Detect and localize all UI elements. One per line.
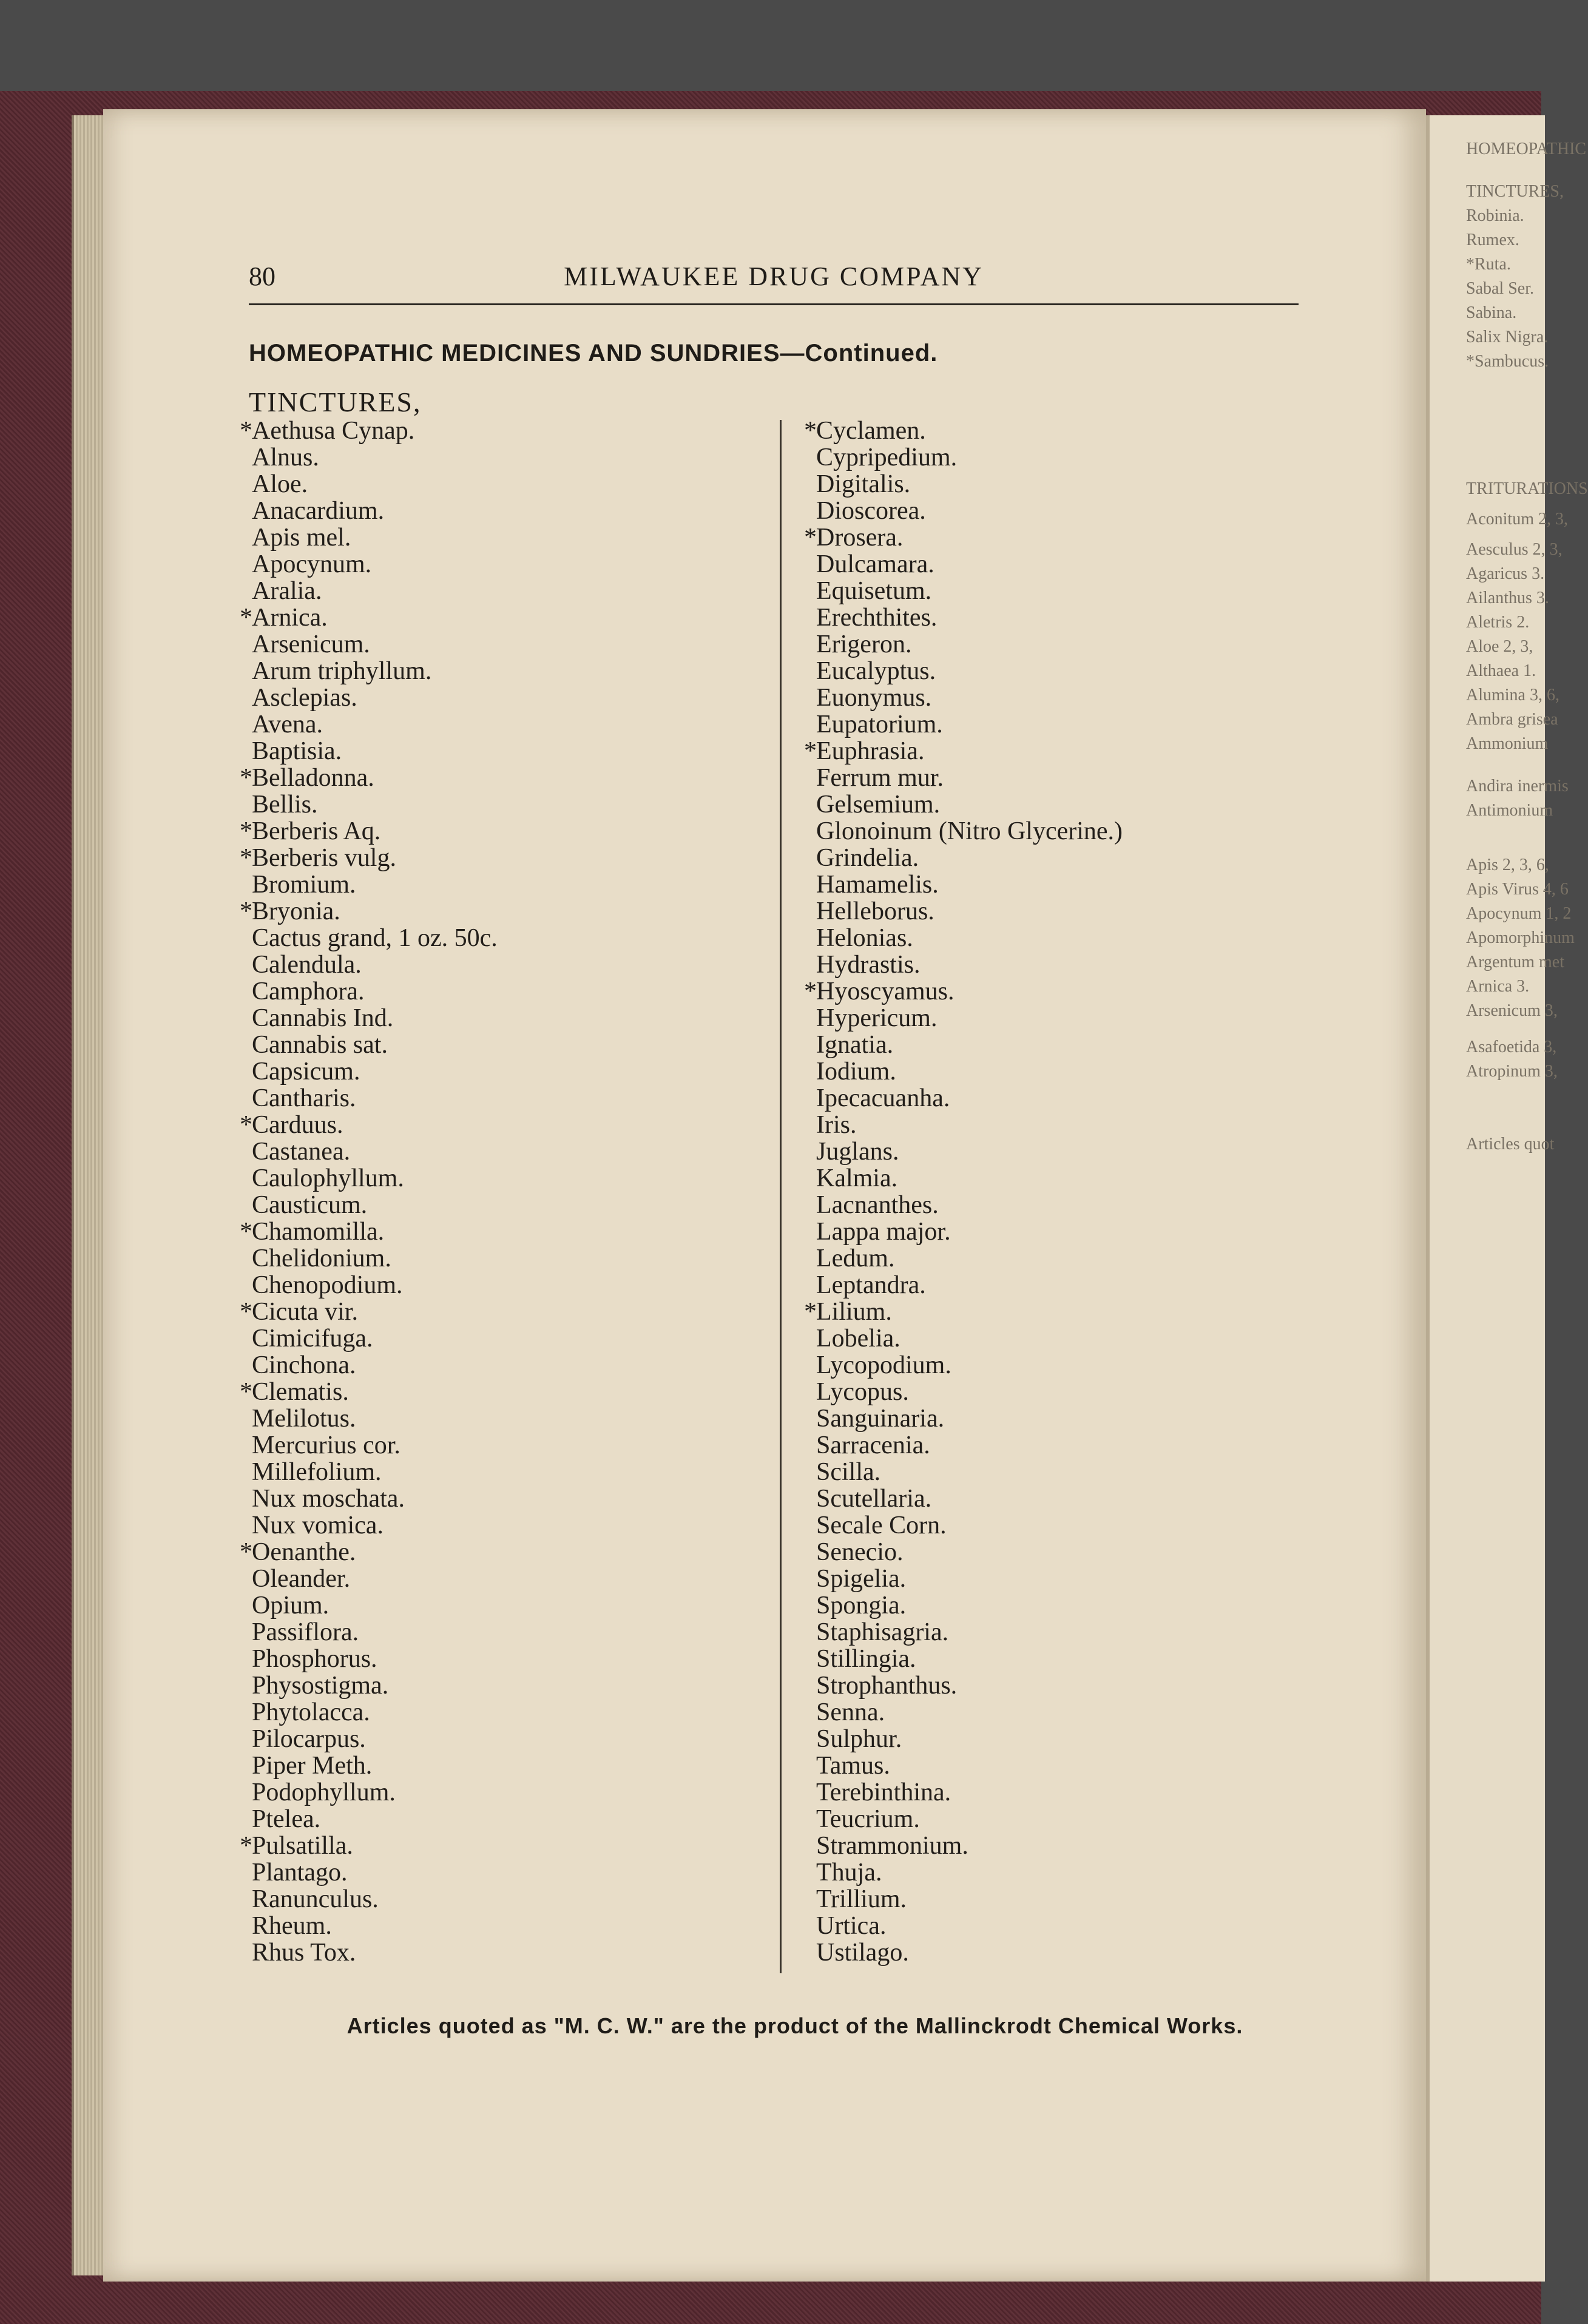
item-name: Chelidonium. — [252, 1245, 391, 1272]
footer-note: Articles quoted as "M. C. W." are the product of the Mallinckrodt Chemical Works. — [346, 2013, 1243, 2038]
list-item — [816, 631, 1314, 658]
item-name: Ipecacuanha. — [816, 1084, 950, 1112]
list-item — [240, 817, 749, 845]
asterisk-marker: * — [804, 737, 817, 765]
facing-page-text: Atropinum 3, — [1466, 1062, 1558, 1081]
list-item — [240, 844, 749, 872]
list-item — [240, 1218, 749, 1246]
list-item — [816, 1245, 1314, 1272]
list-item — [252, 1512, 749, 1539]
asterisk-marker: * — [240, 897, 252, 925]
facing-page-text: Arnica 3. — [1466, 977, 1530, 996]
list-item — [816, 1192, 1314, 1218]
item-name: Helonias. — [816, 924, 913, 952]
item-name: Gelsemium. — [816, 791, 941, 819]
list-item — [816, 1726, 1314, 1752]
right-column-list — [804, 417, 1314, 1967]
list-item — [816, 551, 1314, 578]
item-name: Bryonia. — [252, 897, 340, 925]
list-item — [252, 1032, 749, 1058]
facing-page-text: Aesculus 2, 3, — [1466, 540, 1563, 559]
list-item — [252, 1699, 749, 1726]
list-item — [816, 1379, 1314, 1405]
list-item — [816, 1352, 1314, 1379]
item-name: Pulsatilla. — [252, 1832, 353, 1860]
list-item — [816, 1646, 1314, 1672]
item-name: Sarracenia. — [816, 1431, 930, 1459]
item-name: Erechthites. — [816, 604, 938, 632]
facing-page-text: HOMEOPATHIC — [1466, 140, 1587, 158]
item-name: Berberis Aq. — [252, 817, 381, 845]
item-name: Lobelia. — [816, 1325, 900, 1353]
facing-page-text: Aloe 2, 3, — [1466, 637, 1533, 656]
list-item — [252, 684, 749, 711]
list-item — [252, 1619, 749, 1646]
facing-page-text: Althaea 1. — [1466, 661, 1536, 680]
facing-page-text: Alumina 3, 6, — [1466, 686, 1559, 704]
item-name: Sanguinaria. — [816, 1405, 945, 1433]
item-name: Urtica. — [816, 1912, 887, 1940]
item-name: Causticum. — [252, 1191, 368, 1219]
item-name: Euonymus. — [816, 684, 932, 712]
item-name: Iris. — [816, 1111, 857, 1139]
item-name: Strophanthus. — [816, 1672, 958, 1700]
list-item — [252, 1859, 749, 1886]
list-item — [816, 1913, 1314, 1939]
list-item — [816, 604, 1314, 631]
item-name: Ptelea. — [252, 1805, 321, 1833]
item-name: Belladonna. — [252, 764, 374, 792]
facing-page-text: Asafoetida 3, — [1466, 1038, 1557, 1056]
list-item — [816, 1485, 1314, 1512]
list-item — [252, 1646, 749, 1672]
facing-page-text: Apocynum 1, 2 — [1466, 904, 1572, 923]
facing-page-text: Sabal Ser. — [1466, 279, 1534, 298]
sub-heading: TINCTURES, — [249, 387, 422, 417]
item-name: Caulophyllum. — [252, 1164, 404, 1192]
facing-page-text: *Sambucus. — [1466, 352, 1549, 371]
list-item — [252, 1138, 749, 1165]
list-item — [816, 1539, 1314, 1566]
list-item — [816, 1833, 1314, 1859]
list-item — [816, 871, 1314, 898]
asterisk-marker: * — [240, 417, 252, 445]
facing-page-text: Apis 2, 3, 6, — [1466, 856, 1549, 874]
item-name: Apocynum. — [252, 550, 372, 578]
item-name: Cyclamen. — [816, 417, 926, 445]
asterisk-marker: * — [240, 817, 252, 845]
item-name: Drosera. — [816, 524, 904, 552]
item-name: Ledum. — [816, 1245, 895, 1272]
item-name: Apis mel. — [252, 524, 351, 552]
item-name: Melilotus. — [252, 1405, 356, 1433]
list-item — [816, 1619, 1314, 1646]
facing-page-text: Antimonium — [1466, 801, 1553, 820]
list-item — [252, 1432, 749, 1459]
list-item — [252, 978, 749, 1005]
item-name: Iodium. — [816, 1058, 896, 1086]
list-item — [252, 1352, 749, 1379]
list-item — [816, 1592, 1314, 1619]
item-name: Cinchona. — [252, 1351, 356, 1379]
list-item — [240, 897, 749, 925]
list-item — [252, 1272, 749, 1299]
facing-page-text: Articles quot — [1466, 1135, 1555, 1154]
list-item — [252, 1058, 749, 1085]
list-item — [252, 1459, 749, 1485]
list-item — [252, 1245, 749, 1272]
item-name: Dioscorea. — [816, 497, 926, 525]
item-name: Hamamelis. — [816, 871, 939, 899]
list-item — [252, 1325, 749, 1352]
list-item — [816, 578, 1314, 604]
list-item — [816, 1165, 1314, 1192]
list-item — [252, 471, 749, 498]
item-name: Ranunculus. — [252, 1885, 379, 1913]
item-name: Cantharis. — [252, 1084, 356, 1112]
item-name: Phytolacca. — [252, 1698, 370, 1726]
list-item — [816, 1112, 1314, 1138]
list-item — [240, 1832, 749, 1860]
list-item — [252, 711, 749, 738]
item-name: Bromium. — [252, 871, 356, 899]
list-item — [816, 765, 1314, 791]
item-name: Carduus. — [252, 1111, 343, 1139]
list-item — [804, 417, 1314, 445]
item-name: Senna. — [816, 1698, 885, 1726]
item-name: Grindelia. — [816, 844, 919, 872]
list-item — [252, 1913, 749, 1939]
facing-page-text: Andira inermis — [1466, 777, 1569, 795]
item-name: Piper Meth. — [252, 1752, 373, 1780]
item-name: Capsicum. — [252, 1058, 360, 1086]
item-name: Arnica. — [252, 604, 328, 632]
list-item — [816, 684, 1314, 711]
list-item — [816, 818, 1314, 845]
item-name: Sulphur. — [816, 1725, 902, 1753]
list-item — [252, 1752, 749, 1779]
item-name: Opium. — [252, 1592, 329, 1620]
item-name: Dulcamara. — [816, 550, 934, 578]
list-item — [252, 1085, 749, 1112]
list-item — [816, 791, 1314, 818]
item-name: Bellis. — [252, 791, 318, 819]
list-item — [252, 1939, 749, 1966]
list-item — [252, 1566, 749, 1592]
list-item — [816, 845, 1314, 871]
list-item — [816, 1405, 1314, 1432]
item-name: Staphisagria. — [816, 1618, 949, 1646]
list-item — [816, 1939, 1314, 1966]
item-name: Rhus Tox. — [252, 1939, 356, 1967]
item-name: Phosphorus. — [252, 1645, 377, 1673]
item-name: Helleborus. — [816, 897, 934, 925]
item-name: Pilocarpus. — [252, 1725, 366, 1753]
item-name: Cannabis sat. — [252, 1031, 388, 1059]
item-name: Calendula. — [252, 951, 362, 979]
list-item — [252, 1806, 749, 1833]
asterisk-marker: * — [240, 844, 252, 872]
facing-page-text: Robinia. — [1466, 206, 1524, 225]
list-item — [252, 1886, 749, 1913]
list-item — [816, 658, 1314, 684]
running-title: MILWAUKEE DRUG COMPANY — [564, 262, 984, 291]
list-item — [804, 737, 1314, 765]
item-name: Millefolium. — [252, 1458, 382, 1486]
item-name: Mercurius cor. — [252, 1431, 400, 1459]
asterisk-marker: * — [240, 1218, 252, 1246]
asterisk-marker: * — [804, 978, 817, 1005]
item-name: Spongia. — [816, 1592, 907, 1620]
list-item — [240, 604, 749, 632]
list-item — [816, 1512, 1314, 1539]
asterisk-marker: * — [240, 1538, 252, 1566]
list-item — [252, 1485, 749, 1512]
list-item — [816, 1272, 1314, 1299]
facing-page-edge — [1426, 115, 1588, 2282]
list-item — [816, 1432, 1314, 1459]
item-name: Alnus. — [252, 444, 319, 471]
item-name: Cypripedium. — [816, 444, 958, 471]
item-name: Lacnanthes. — [816, 1191, 939, 1219]
list-item — [816, 898, 1314, 925]
list-item — [240, 1111, 749, 1139]
list-item — [252, 738, 749, 765]
list-item — [816, 444, 1314, 471]
facing-page-text: Salix Nigra. — [1466, 328, 1549, 346]
list-item — [816, 951, 1314, 978]
item-name: Lappa major. — [816, 1218, 951, 1246]
asterisk-marker: * — [240, 1298, 252, 1326]
list-item — [816, 1005, 1314, 1032]
list-item — [252, 871, 749, 898]
list-item — [252, 498, 749, 524]
list-item — [816, 1459, 1314, 1485]
item-name: Ferrum mur. — [816, 764, 944, 792]
item-name: Senecio. — [816, 1538, 904, 1566]
item-name: Strammonium. — [816, 1832, 968, 1860]
item-name: Avena. — [252, 711, 323, 738]
list-item — [804, 524, 1314, 552]
item-name: Rheum. — [252, 1912, 332, 1940]
list-item — [816, 1779, 1314, 1806]
list-item — [240, 417, 749, 445]
list-item — [816, 1806, 1314, 1833]
list-item — [252, 951, 749, 978]
item-name: Juglans. — [816, 1138, 899, 1166]
item-name: Castanea. — [252, 1138, 351, 1166]
item-name: Glonoinum (Nitro Glycerine.) — [816, 817, 1123, 845]
item-name: Lycopus. — [816, 1378, 909, 1406]
list-item — [816, 1699, 1314, 1726]
list-item — [816, 1752, 1314, 1779]
list-item — [252, 631, 749, 658]
item-name: Erigeron. — [816, 630, 912, 658]
item-name: Cactus grand, 1 oz. 50c. — [252, 924, 498, 952]
item-name: Camphora. — [252, 978, 365, 1005]
section-heading: HOMEOPATHIC MEDICINES AND SUNDRIES—Continued. — [249, 340, 938, 367]
list-item — [816, 1672, 1314, 1699]
item-name: Ignatia. — [816, 1031, 894, 1059]
list-item — [252, 1726, 749, 1752]
item-name: Digitalis. — [816, 470, 911, 498]
asterisk-marker: * — [240, 1111, 252, 1139]
item-name: Hydrastis. — [816, 951, 921, 979]
item-name: Plantago. — [252, 1859, 348, 1887]
list-item — [240, 1538, 749, 1566]
item-name: Oenanthe. — [252, 1538, 356, 1566]
item-name: Asclepias. — [252, 684, 357, 712]
list-item — [252, 1592, 749, 1619]
list-item — [252, 524, 749, 551]
item-name: Terebinthina. — [816, 1778, 951, 1806]
item-name: Aralia. — [252, 577, 322, 605]
list-item — [252, 1405, 749, 1432]
facing-page-text: *Ruta. — [1466, 255, 1511, 274]
item-name: Cimicifuga. — [252, 1325, 373, 1353]
item-name: Oleander. — [252, 1565, 351, 1593]
item-name: Eupatorium. — [816, 711, 943, 738]
item-name: Trillium. — [816, 1885, 907, 1913]
list-item — [252, 658, 749, 684]
list-item — [816, 1085, 1314, 1112]
column-divider — [780, 420, 782, 1973]
list-item — [816, 1886, 1314, 1913]
item-name: Nux vomica. — [252, 1512, 383, 1539]
item-name: Tamus. — [816, 1752, 890, 1780]
item-name: Cannabis Ind. — [252, 1004, 394, 1032]
list-item — [252, 1779, 749, 1806]
list-item — [816, 711, 1314, 738]
left-column-list — [240, 417, 749, 1967]
list-item — [816, 498, 1314, 524]
item-name: Passiflora. — [252, 1618, 359, 1646]
item-name: Teucrium. — [816, 1805, 920, 1833]
facing-page-text: Aconitum 2, 3, — [1466, 510, 1568, 529]
asterisk-marker: * — [240, 1378, 252, 1406]
item-name: Stillingia. — [816, 1645, 916, 1673]
item-name: Spigelia. — [816, 1565, 907, 1593]
asterisk-marker: * — [240, 1832, 252, 1860]
item-name: Arsenicum. — [252, 630, 370, 658]
asterisk-marker: * — [804, 417, 817, 445]
item-name: Thuja. — [816, 1859, 882, 1887]
list-item — [816, 925, 1314, 951]
list-item — [240, 1378, 749, 1406]
facing-page-text: TINCTURES, — [1466, 182, 1564, 201]
list-item — [252, 551, 749, 578]
asterisk-marker: * — [804, 1298, 817, 1326]
facing-page-text: Argentum met — [1466, 953, 1565, 971]
item-name: Chenopodium. — [252, 1271, 403, 1299]
facing-page-text: Apomorphinum — [1466, 928, 1575, 947]
facing-page-text: Sabina. — [1466, 303, 1517, 322]
facing-page-text: Ammonium — [1466, 734, 1549, 753]
item-name: Equisetum. — [816, 577, 932, 605]
asterisk-marker: * — [240, 764, 252, 792]
running-head — [249, 261, 1299, 305]
item-name: Scilla. — [816, 1458, 881, 1486]
list-item — [816, 1566, 1314, 1592]
list-item — [816, 1859, 1314, 1886]
list-item — [252, 791, 749, 818]
asterisk-marker: * — [240, 604, 252, 632]
item-name: Ustilago. — [816, 1939, 909, 1967]
item-name: Secale Corn. — [816, 1512, 947, 1539]
item-name: Aethusa Cynap. — [252, 417, 415, 445]
item-name: Physostigma. — [252, 1672, 389, 1700]
item-name: Eucalyptus. — [816, 657, 936, 685]
item-name: Berberis vulg. — [252, 844, 396, 872]
facing-page-text: TRITURATIONS — [1466, 479, 1588, 498]
item-name: Scutellaria. — [816, 1485, 932, 1513]
list-item — [804, 1298, 1314, 1326]
list-item — [252, 1165, 749, 1192]
list-item — [816, 1058, 1314, 1085]
asterisk-marker: * — [804, 524, 817, 552]
item-name: Nux moschata. — [252, 1485, 405, 1513]
list-item — [240, 764, 749, 792]
list-item — [240, 1298, 749, 1326]
item-name: Anacardium. — [252, 497, 385, 525]
item-name: Podophyllum. — [252, 1778, 396, 1806]
facing-page-text: Agaricus 3. — [1466, 564, 1545, 583]
list-item — [816, 471, 1314, 498]
item-name: Chamomilla. — [252, 1218, 385, 1246]
facing-page-text: Arsenicum 3, — [1466, 1001, 1558, 1020]
facing-page-text: Ailanthus 3. — [1466, 589, 1549, 607]
list-item — [804, 978, 1314, 1005]
list-item — [252, 1005, 749, 1032]
item-name: Arum triphyllum. — [252, 657, 432, 685]
facing-page-text: Aletris 2. — [1466, 613, 1530, 632]
item-name: Kalmia. — [816, 1164, 898, 1192]
item-name: Euphrasia. — [816, 737, 925, 765]
list-item — [252, 578, 749, 604]
item-name: Lilium. — [816, 1298, 892, 1326]
facing-page-text: Apis Virus 4, 6 — [1466, 880, 1569, 899]
list-item — [252, 444, 749, 471]
list-item — [252, 1672, 749, 1699]
facing-page-text: Rumex. — [1466, 231, 1519, 249]
item-name: Clematis. — [252, 1378, 349, 1406]
item-name: Aloe. — [252, 470, 308, 498]
item-name: Lycopodium. — [816, 1351, 951, 1379]
page-number: 80 — [249, 262, 275, 291]
list-item — [252, 925, 749, 951]
facing-page-text: Ambra grisea — [1466, 710, 1558, 729]
item-name: Leptandra. — [816, 1271, 926, 1299]
item-name: Cicuta vir. — [252, 1298, 358, 1326]
item-name: Hyoscyamus. — [816, 978, 954, 1005]
list-item — [252, 1192, 749, 1218]
list-item — [816, 1325, 1314, 1352]
list-item — [816, 1138, 1314, 1165]
list-item — [816, 1218, 1314, 1245]
list-item — [816, 1032, 1314, 1058]
item-name: Baptisia. — [252, 737, 342, 765]
item-name: Hypericum. — [816, 1004, 938, 1032]
